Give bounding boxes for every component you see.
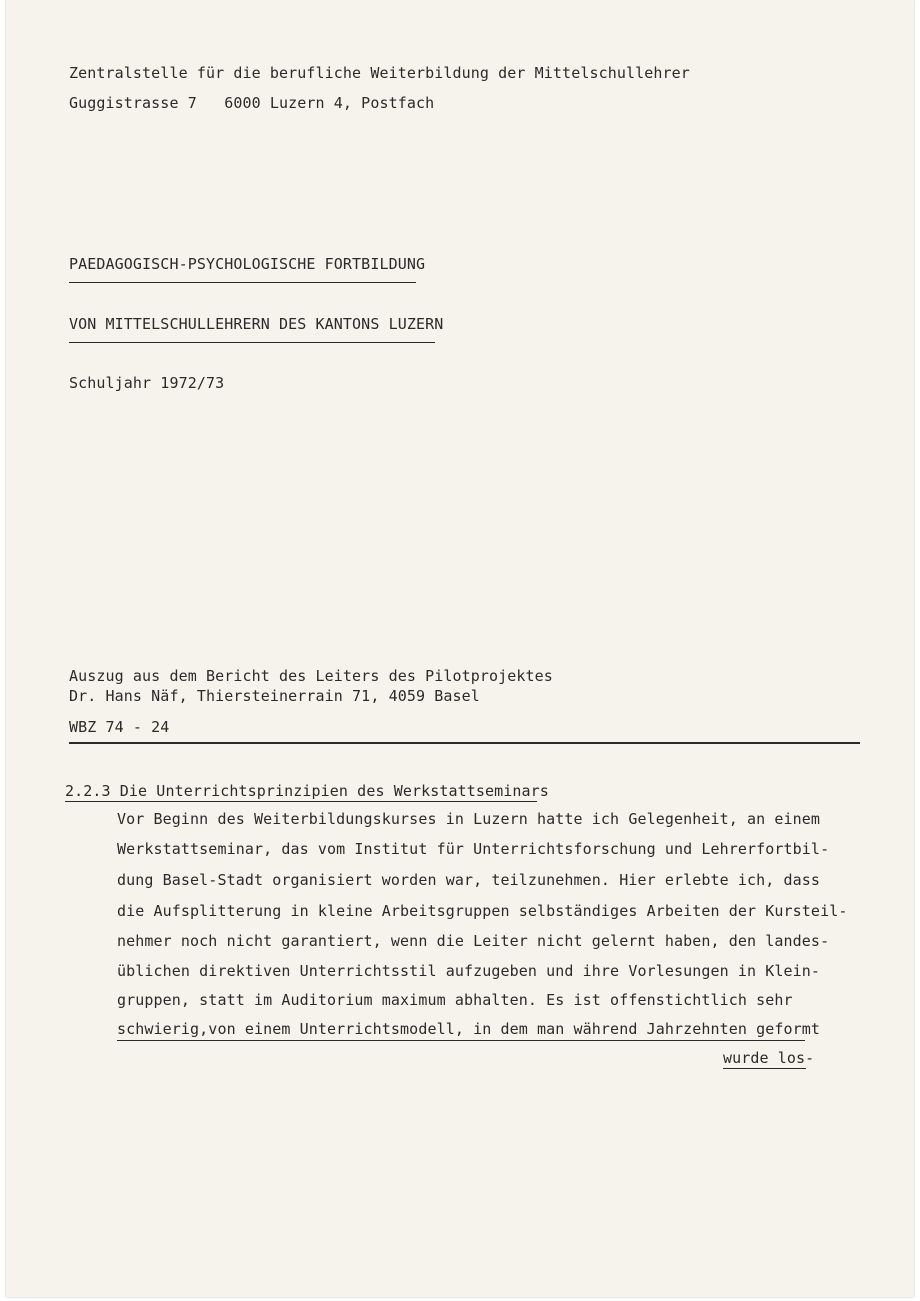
document-reference: WBZ 74 - 24 xyxy=(69,718,170,736)
body-line-4: die Aufsplitterung in kleine Arbeitsgruppen selbständiges Arbeiten der Kursteil- xyxy=(117,902,848,920)
body-line-8: schwierig,von einem Unterrichtsmodell, in dem man während Jahrzehnten geformt xyxy=(117,1020,821,1038)
body-line-9-underline xyxy=(723,1068,806,1069)
letterhead-line-2: Guggistrasse 7 6000 Luzern 4, Postfach xyxy=(69,94,435,112)
body-line-8-underline xyxy=(117,1040,805,1041)
body-line-5: nehmer noch nicht garantiert, wenn die Leiter nicht gelernt haben, den landes- xyxy=(117,932,830,950)
letterhead-line-1: Zentralstelle für die berufliche Weiterbildung der Mittelschullehrer xyxy=(69,64,690,82)
title-line-1: PAEDAGOGISCH-PSYCHOLOGISCHE FORTBILDUNG xyxy=(69,255,426,273)
body-line-1: Vor Beginn des Weiterbildungskurses in Luzern hatte ich Gelegenheit, an einem xyxy=(117,810,821,828)
body-line-7: gruppen, statt im Auditorium maximum abhalten. Es ist offenstichtlich sehr xyxy=(117,991,793,1009)
excerpt-line-2: Dr. Hans Näf, Thiersteinerrain 71, 4059 Basel xyxy=(69,687,480,705)
section-heading-underline xyxy=(65,801,537,802)
document-page xyxy=(6,0,914,1297)
title-line-1-underline xyxy=(69,282,416,283)
body-line-9: wurde los- xyxy=(723,1049,815,1067)
body-line-6: üblichen direktiven Unterrichtsstil aufzugeben und ihre Vorlesungen in Klein- xyxy=(117,962,821,980)
section-heading: 2.2.3 Die Unterrichtsprinzipien des Werkstattseminars xyxy=(65,782,549,800)
school-year: Schuljahr 1972/73 xyxy=(69,374,225,392)
body-line-3: dung Basel-Stadt organisiert worden war, teilzunehmen. Hier erlebte ich, dass xyxy=(117,871,821,889)
excerpt-line-1: Auszug aus dem Bericht des Leiters des Pilotprojektes xyxy=(69,667,553,685)
title-line-2-underline xyxy=(69,342,435,343)
header-divider xyxy=(69,742,860,744)
title-line-2: VON MITTELSCHULLEHRERN DES KANTONS LUZERN xyxy=(69,315,444,333)
body-line-2: Werkstattseminar, das vom Institut für Unterrichtsforschung und Lehrerfortbil- xyxy=(117,840,830,858)
